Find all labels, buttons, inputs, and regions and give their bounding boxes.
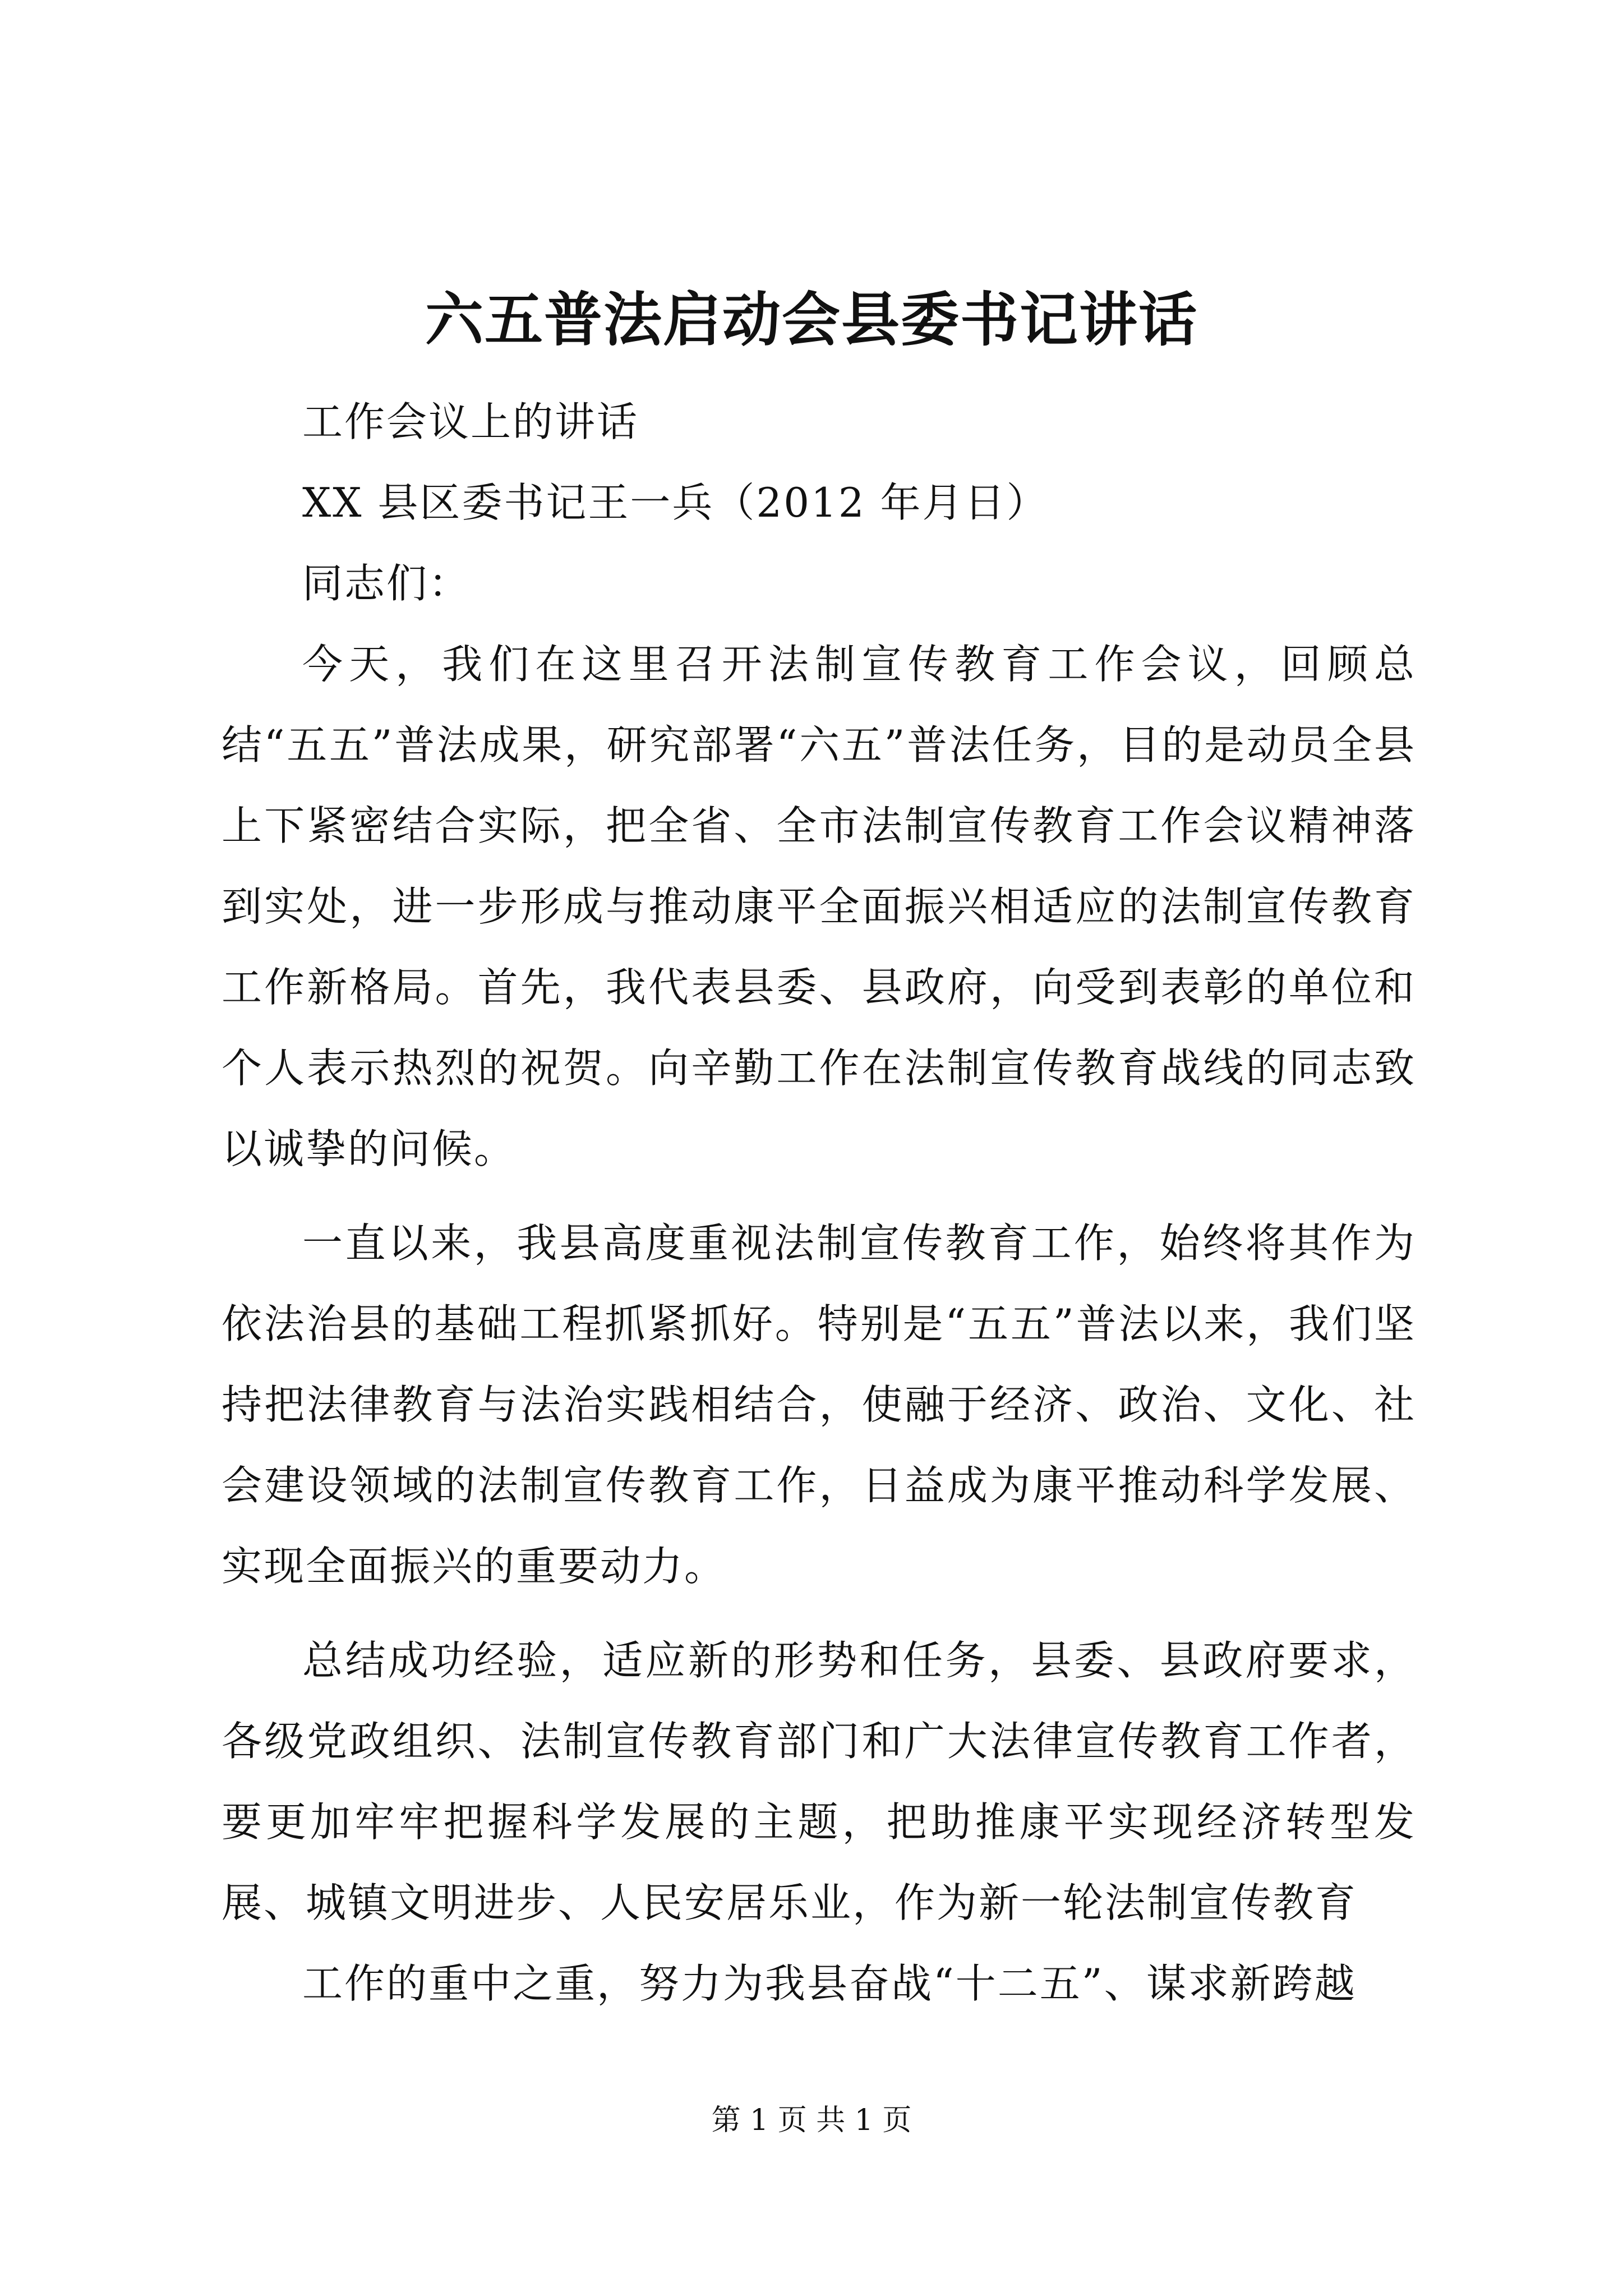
subtitle-line: 工作会议上的讲话	[302, 398, 639, 445]
document-body	[222, 381, 1416, 2024]
salutation-line: 同志们：	[302, 560, 471, 607]
paragraph: 今天，我们在这里召开法制宣传教育工作会议，回顾总结“五五”普法成果，研究部署“六五”普法任务，目的是动员全县上下紧密结合实际，把全省、全市法制宣传教育工作会议精神落到实处，进一步形成与推动康平全面振兴相适应的法制宣传教育工作新格局。首先，我代表县委、县政府，向受到表彰的单位和个人表示热烈的祝贺。向辛勤工作在法制宣传教育战线的同志致以诚挚的问候。	[222, 641, 1416, 1172]
paragraph: 一直以来，我县高度重视法制宣传教育工作，始终将其作为依法治县的基础工程抓紧抓好。特别是“五五”普法以来，我们坚持把法律教育与法治实践相结合，使融于经济、政治、文化、社会建设领域的法制宣传教育工作，日益成为康平推动科学发展、实现全面振兴的重要动力。	[222, 1220, 1416, 1590]
document-title: 六五普法启动会县委书记讲话	[425, 285, 1198, 354]
speaker-line: XX 县区委书记王一兵（2012 年月日）	[302, 479, 1049, 526]
page-number-footer: 第 1 页 共 1 页	[711, 2104, 912, 2137]
paragraph: 总结成功经验，适应新的形势和任务，县委、县政府要求，各级党政组织、法制宣传教育部门和广大法律宣传教育工作者，要更加牢牢把握科学发展的主题，把助推康平实现经济转型发展、城镇文明进步、人民安居乐业，作为新一轮法制宣传教育	[222, 1637, 1416, 1926]
paragraph: 工作的重中之重，努力为我县奋战“十二五”、谋求新跨越	[302, 1960, 1357, 2007]
